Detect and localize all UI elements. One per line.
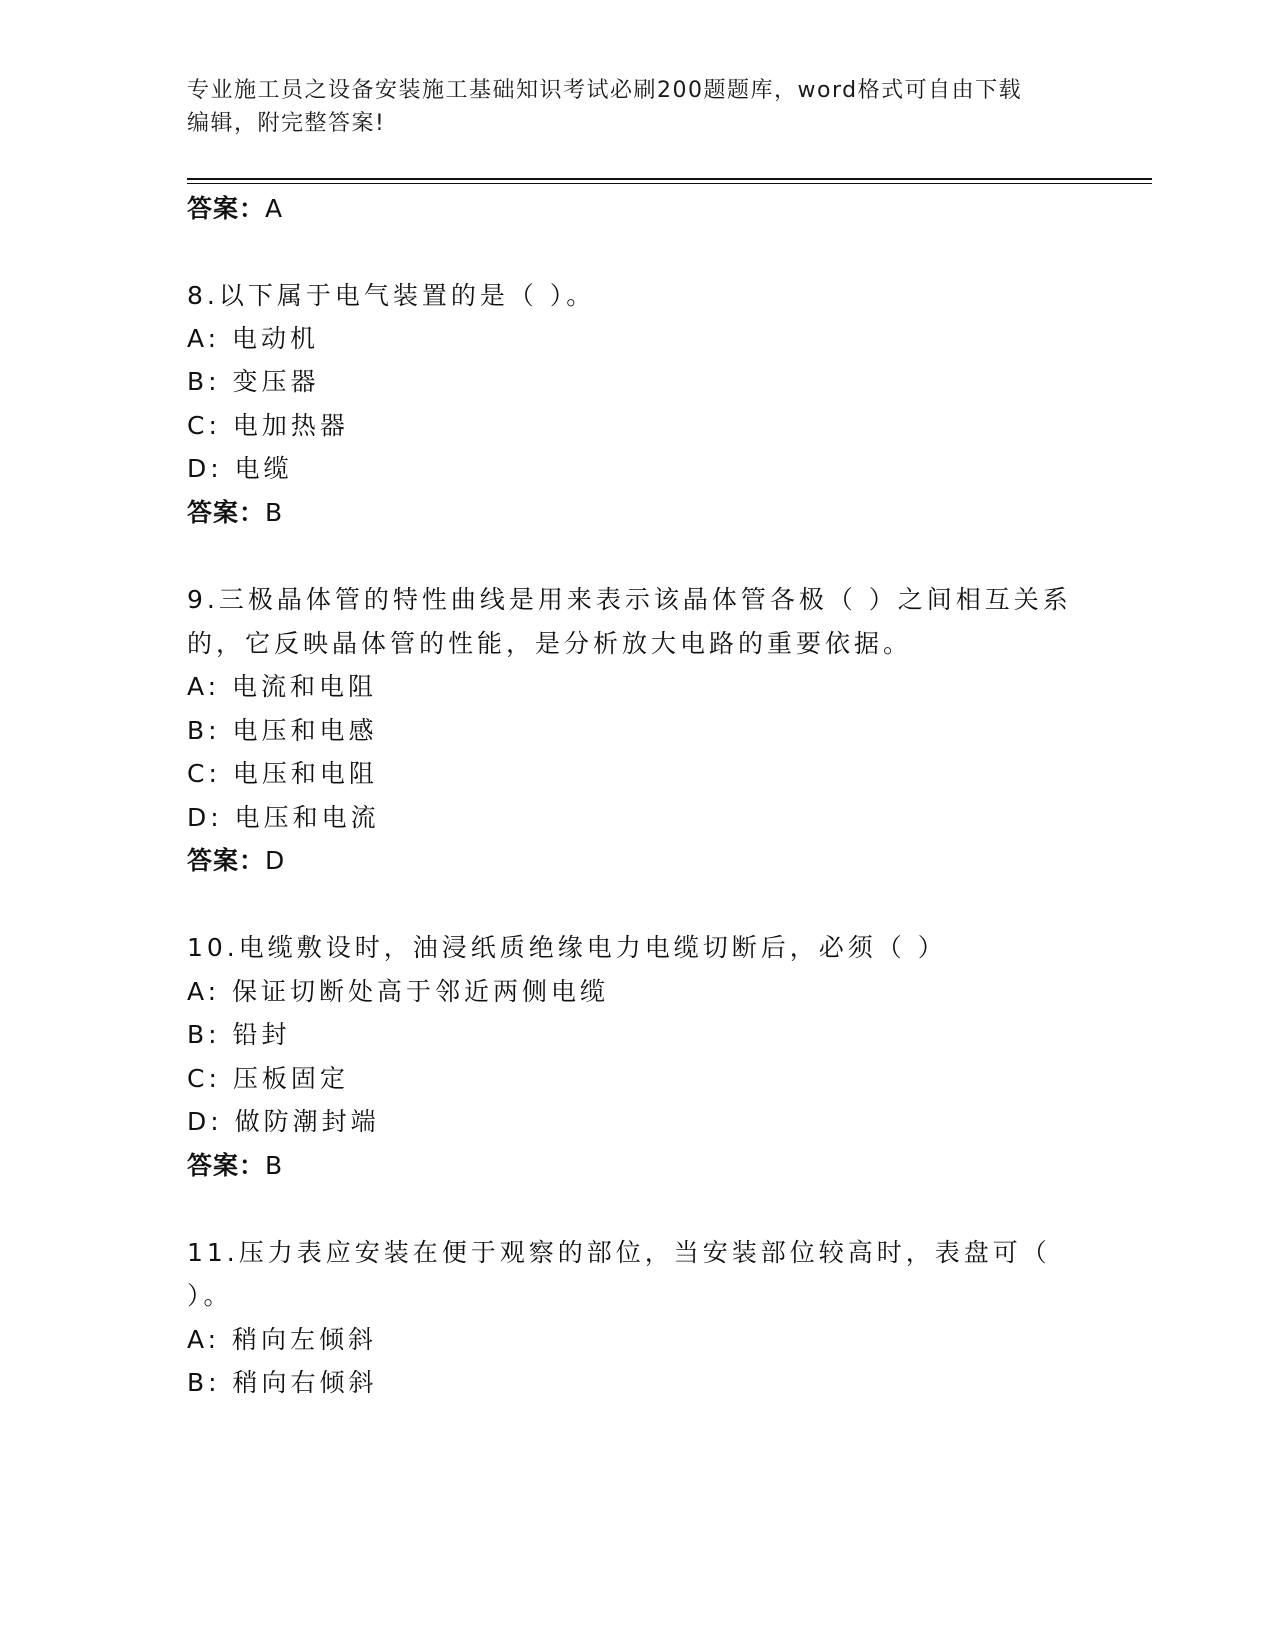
header-title-line-1: 专业施工员之设备安装施工基础知识考试必刷200题题库，word格式可自由下载 (187, 78, 1023, 103)
question-10-stem: 10.电缆敷设时，油浸纸质绝缘电力电缆切断后，必须（ ） (187, 933, 947, 962)
question-11-stem-line-2: ）。 (187, 1281, 233, 1310)
question-8-option-b: B: 变压器 (187, 367, 320, 396)
answer-value: D (265, 846, 285, 875)
question-9-option-d: D: 电压和电流 (187, 803, 380, 832)
header-divider-thin (187, 183, 1152, 184)
answer-value: B (265, 498, 283, 527)
question-9-stem-line-2: 的，它反映晶体管的性能，是分析放大电路的重要依据。 (187, 629, 913, 658)
header-divider-thick (187, 178, 1152, 180)
answer-value: A (265, 194, 283, 223)
question-9-option-b: B: 电压和电感 (187, 716, 378, 745)
answer-line-prev (187, 192, 282, 226)
question-10-option-c: C: 压板固定 (187, 1064, 349, 1093)
question-9-option-c: C: 电压和电阻 (187, 759, 378, 788)
answer-label: 答案： (187, 498, 266, 527)
header-title-line-2: 编辑，附完整答案! (187, 111, 386, 136)
question-10-option-b: B: 铅封 (187, 1020, 291, 1049)
answer-value: B (265, 1151, 283, 1180)
question-9-stem-line-1: 9.三极晶体管的特性曲线是用来表示该晶体管各极（ ）之间相互关系 (187, 585, 1072, 614)
question-11-option-a: A: 稍向左倾斜 (187, 1325, 378, 1354)
document-header (187, 74, 1087, 140)
question-8-stem: 8.以下属于电气装置的是（ ）。 (187, 281, 596, 310)
question-8-option-c: C: 电加热器 (187, 411, 349, 440)
question-9-answer (187, 844, 284, 878)
question-8-option-a: A: 电动机 (187, 324, 320, 353)
question-10-answer (187, 1149, 282, 1183)
question-10-option-a: A: 保证切断处高于邻近两侧电缆 (187, 977, 610, 1006)
question-9-option-a: A: 电流和电阻 (187, 672, 378, 701)
question-11-option-b: B: 稍向右倾斜 (187, 1368, 378, 1397)
question-8-option-d: D: 电缆 (187, 454, 293, 483)
answer-label: 答案： (187, 846, 266, 875)
question-10-option-d: D: 做防潮封端 (187, 1107, 380, 1136)
answer-label: 答案： (187, 194, 266, 223)
question-11-stem-line-1: 11.压力表应安装在便于观察的部位，当安装部位较高时，表盘可（ (187, 1238, 1051, 1267)
answer-label: 答案： (187, 1151, 266, 1180)
question-8-answer (187, 496, 282, 530)
